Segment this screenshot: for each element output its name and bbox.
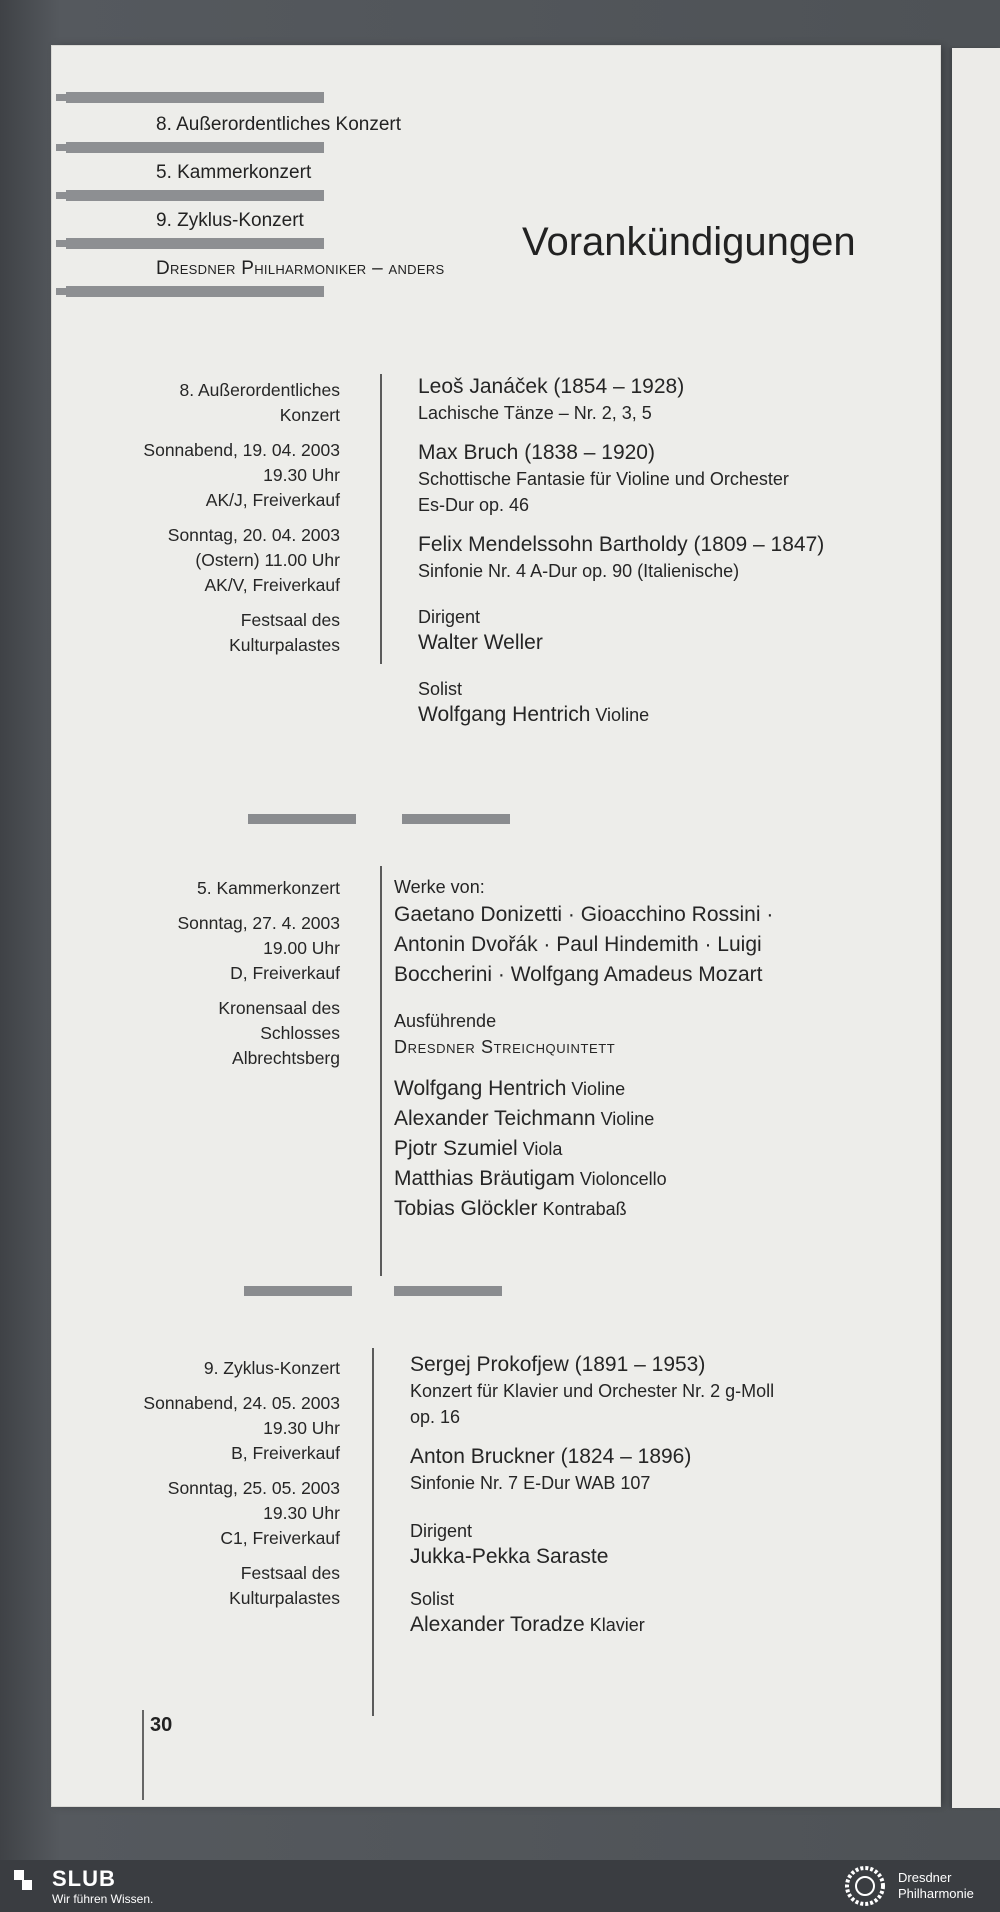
philharmonie-wordmark[interactable] bbox=[898, 1870, 974, 1902]
page-number-rule bbox=[142, 1710, 144, 1800]
concert1-info bbox=[50, 378, 340, 668]
footer-bar bbox=[0, 1860, 1000, 1912]
program-page bbox=[52, 46, 940, 1806]
performer-name: Alexander Teichmann bbox=[394, 1107, 596, 1130]
venue: Festsaal des bbox=[240, 1563, 340, 1583]
performer-name: Pjotr Szumiel bbox=[394, 1137, 518, 1160]
venue-cont: Kulturpalastes bbox=[229, 1588, 340, 1608]
concert1-program bbox=[418, 374, 938, 742]
composer-dates: (1809 – 1847) bbox=[687, 533, 825, 556]
column-rule bbox=[380, 374, 382, 664]
work-title: Sinfonie Nr. 4 A-Dur op. 90 (Italienische) bbox=[418, 561, 740, 581]
venue: Festsaal des bbox=[240, 610, 340, 630]
header-line-3: 9. Zyklus-Konzert bbox=[156, 210, 304, 231]
time: (Ostern) 11.00 Uhr bbox=[195, 550, 340, 570]
composer-dates: (1824 – 1896) bbox=[554, 1445, 692, 1468]
next-page-edge bbox=[952, 48, 1000, 1808]
separator-bar bbox=[244, 1286, 352, 1296]
header-bar bbox=[66, 286, 324, 297]
header-bar bbox=[66, 142, 324, 153]
header-line-2: 5. Kammerkonzert bbox=[156, 162, 312, 183]
concert3-program bbox=[410, 1352, 930, 1652]
time: 19.30 Uhr bbox=[263, 1418, 340, 1438]
ausfuehrende-label: Ausführende bbox=[394, 1011, 497, 1031]
dirigent-label: Dirigent bbox=[410, 1521, 473, 1541]
time: 19.30 Uhr bbox=[263, 1503, 340, 1523]
solist-instrument: Klavier bbox=[584, 1615, 645, 1635]
concert3-info bbox=[50, 1356, 340, 1621]
solist-label: Solist bbox=[410, 1589, 455, 1609]
separator-bar bbox=[402, 814, 510, 824]
date: Sonnabend, 24. 05. 2003 bbox=[143, 1393, 340, 1413]
composer-dates: (1838 – 1920) bbox=[518, 441, 655, 464]
header-bar bbox=[66, 238, 324, 249]
date: Sonntag, 20. 04. 2003 bbox=[167, 525, 340, 545]
work-title-cont: op. 16 bbox=[410, 1407, 461, 1427]
ensemble-name: Dresdner Streichquintett bbox=[394, 1037, 616, 1057]
solist-instrument: Violine bbox=[590, 705, 650, 725]
concert-name: 8. Außerordentliches bbox=[179, 380, 340, 400]
solist-label: Solist bbox=[418, 679, 463, 699]
composer: Anton Bruckner bbox=[410, 1445, 555, 1468]
composer-dates: (1891 – 1953) bbox=[568, 1353, 706, 1376]
page-title: Vorankündigungen bbox=[522, 220, 856, 264]
concert2-program bbox=[394, 874, 934, 1238]
composer: Leoš Janáček bbox=[418, 375, 548, 398]
concert-name: 9. Zyklus-Konzert bbox=[203, 1358, 340, 1378]
composer: Max Bruch bbox=[418, 441, 519, 464]
venue-cont: Schlosses bbox=[260, 1023, 340, 1043]
werke-label: Werke von: bbox=[394, 877, 485, 897]
time: 19.30 Uhr bbox=[263, 465, 340, 485]
composer: Felix Mendelssohn Bartholdy bbox=[418, 533, 688, 556]
work-title: Konzert für Klavier und Orchester Nr. 2 g-Moll bbox=[410, 1381, 775, 1401]
time: 19.00 Uhr bbox=[263, 938, 340, 958]
header-bar bbox=[66, 92, 324, 103]
concert-name: 5. Kammerkonzert bbox=[197, 878, 340, 898]
slub-tagline: Wir führen Wissen. bbox=[52, 1892, 154, 1906]
header-bar bbox=[66, 190, 324, 201]
header-line-4: Dresdner Philharmoniker – anders bbox=[156, 258, 445, 279]
ticket: B, Freiverkauf bbox=[231, 1443, 340, 1463]
venue-cont: Albrechtsberg bbox=[232, 1048, 340, 1068]
concert2-info bbox=[50, 876, 340, 1081]
ticket: D, Freiverkauf bbox=[230, 963, 340, 983]
ticket: AK/V, Freiverkauf bbox=[204, 575, 340, 595]
philharmonie-line-2: Philharmonie bbox=[898, 1886, 974, 1901]
separator-bar bbox=[394, 1286, 502, 1296]
ticket: AK/J, Freiverkauf bbox=[205, 490, 340, 510]
performer-name: Wolfgang Hentrich bbox=[394, 1077, 567, 1100]
solist-name: Wolfgang Hentrich bbox=[418, 703, 591, 726]
composer-dates: (1854 – 1928) bbox=[547, 375, 685, 398]
composer: Sergej Prokofjew bbox=[410, 1353, 569, 1376]
performer-instrument: Kontrabaß bbox=[537, 1199, 627, 1219]
composer-list-line: Gaetano Donizetti · Gioacchino Rossini · bbox=[394, 903, 774, 926]
philharmonie-line-1: Dresdner bbox=[898, 1870, 952, 1885]
performer-instrument: Violine bbox=[595, 1109, 655, 1129]
performer-instrument: Violoncello bbox=[574, 1169, 667, 1189]
dirigent-name: Jukka-Pekka Saraste bbox=[410, 1545, 609, 1568]
performer-instrument: Violine bbox=[566, 1079, 626, 1099]
venue: Kronensaal des bbox=[218, 998, 340, 1018]
performer-instrument: Viola bbox=[517, 1139, 563, 1159]
composer-list-line: Antonin Dvořák · Paul Hindemith · Luigi bbox=[394, 933, 762, 956]
slub-wordmark[interactable]: SLUB bbox=[52, 1866, 116, 1891]
venue-cont: Kulturpalastes bbox=[229, 635, 340, 655]
philharmonie-logo-icon bbox=[842, 1863, 888, 1909]
header-line-1: 8. Außerordentliches Konzert bbox=[156, 114, 402, 135]
column-rule bbox=[372, 1348, 374, 1716]
dirigent-label: Dirigent bbox=[418, 607, 481, 627]
performer-name: Matthias Bräutigam bbox=[394, 1167, 575, 1190]
ticket: C1, Freiverkauf bbox=[220, 1528, 340, 1548]
solist-name: Alexander Toradze bbox=[410, 1613, 585, 1636]
work-title: Lachische Tänze – Nr. 2, 3, 5 bbox=[418, 403, 652, 423]
work-title: Schottische Fantasie für Violine und Orchester bbox=[418, 469, 789, 489]
date: Sonntag, 25. 05. 2003 bbox=[167, 1478, 340, 1498]
work-title: Sinfonie Nr. 7 E-Dur WAB 107 bbox=[410, 1473, 651, 1493]
concert-name-cont: Konzert bbox=[279, 405, 340, 425]
dirigent-name: Walter Weller bbox=[418, 631, 543, 654]
performer-name: Tobias Glöckler bbox=[394, 1197, 538, 1220]
page-number: 30 bbox=[150, 1714, 173, 1736]
column-rule bbox=[380, 866, 382, 1276]
composer-list-line: Boccherini · Wolfgang Amadeus Mozart bbox=[394, 963, 763, 986]
date: Sonntag, 27. 4. 2003 bbox=[177, 913, 340, 933]
separator-bar bbox=[248, 814, 356, 824]
date: Sonnabend, 19. 04. 2003 bbox=[143, 440, 340, 460]
slub-logo-icon bbox=[12, 1868, 34, 1892]
work-title-cont: Es-Dur op. 46 bbox=[418, 495, 530, 515]
